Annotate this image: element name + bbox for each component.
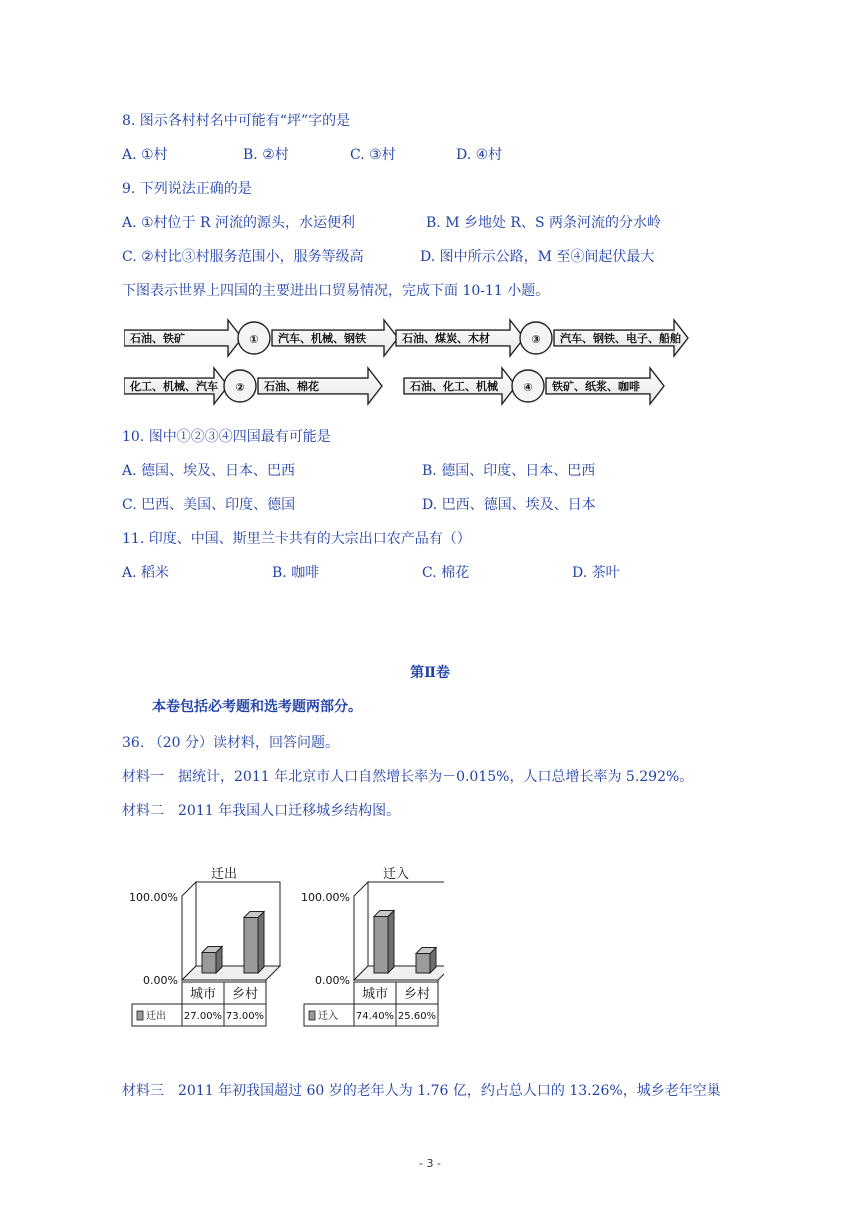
q11-option-d: D. 茶叶: [572, 565, 620, 581]
trade-country-4: [404, 368, 664, 404]
trade-figure: [124, 316, 704, 416]
y-tick-label: 100.00%: [129, 891, 178, 904]
bar-side: [258, 912, 264, 973]
y-tick-label: 100.00%: [301, 891, 350, 904]
chart-side-wall: [354, 882, 368, 980]
trade-country-3: [396, 320, 688, 356]
bar-城市: [202, 946, 222, 973]
value-label: 25.60%: [397, 1011, 437, 1022]
q9-stem: 9. 下列说法正确的是: [122, 181, 252, 197]
country-marker-4: ④: [523, 381, 533, 394]
q10-option-a: A. 德国、埃及、日本、巴西: [122, 463, 296, 479]
chart-title: 迁入: [382, 867, 410, 882]
import-label-3: 石油、煤炭、木材: [402, 332, 490, 345]
y-tick-label: 0.00%: [143, 974, 178, 987]
export-label-3: 汽车、钢铁、电子、船舶: [560, 332, 681, 345]
export-label-2: 石油、棉花: [264, 380, 319, 393]
legend-label: 迁入: [318, 1011, 338, 1022]
material-1: 材料一 据统计，2011 年北京市人口自然增长率为－0.015%，人口总增长率为 5.292%。: [122, 769, 694, 785]
q10-option-c: C. 巴西、美国、印度、德国: [122, 497, 296, 513]
bar-front: [244, 918, 258, 973]
q8-option-b: B. ②村: [243, 147, 289, 163]
q8-option-c: C. ③村: [350, 147, 396, 163]
section-title: 第Ⅱ卷: [410, 665, 450, 681]
q11-option-a: A. 稻米: [122, 565, 170, 581]
q11-option-c: C. 棉花: [422, 565, 470, 581]
q9-option-a: A. ①村位于 R 河流的源头，水运便利: [122, 215, 356, 231]
chart-outflow: [129, 866, 280, 1026]
export-label-1: 汽车、机械、钢铁: [278, 332, 366, 345]
q9-option-d: D. 图中所示公路，M 至④间起伏最大: [420, 249, 655, 265]
material-2: 材料二 2011 年我国人口迁移城乡结构图。: [122, 803, 401, 819]
bar-front: [416, 954, 430, 973]
bar-乡村: [244, 912, 264, 973]
intro-10-11: 下图表示世界上四国的主要进出口贸易情况，完成下面 10-11 小题。: [122, 283, 550, 299]
bar-front: [374, 916, 388, 973]
bar-side: [388, 910, 394, 973]
q8-option-d: D. ④村: [456, 147, 503, 163]
legend-label: 迁出: [146, 1011, 166, 1022]
legend-swatch: [309, 1011, 315, 1020]
legend-swatch: [137, 1011, 143, 1020]
chart-side-wall: [182, 882, 196, 980]
q36-stem: 36. （20 分）读材料，回答问题。: [122, 735, 339, 751]
export-label-4: 铁矿、纸浆、咖啡: [552, 380, 640, 393]
material-3: 材料三 2011 年初我国超过 60 岁的老年人为 1.76 亿，约占总人口的 13.26%，城乡老年空巢: [122, 1083, 721, 1099]
page-number: - 3 -: [419, 1157, 441, 1170]
section-note: 本卷包括必考题和选考题两部分。: [152, 699, 362, 715]
q8-stem: 8. 图示各村村名中可能有“坪”字的是: [122, 113, 351, 129]
country-marker-3: ③: [531, 333, 541, 346]
migration-charts: [124, 856, 444, 1036]
import-label-2: 化工、机械、汽车: [130, 380, 218, 393]
bar-front: [202, 952, 216, 973]
q9-option-c: C. ②村比③村服务范围小，服务等级高: [122, 249, 364, 265]
trade-country-2: [124, 368, 382, 404]
bar-乡村: [416, 948, 436, 973]
category-label: 乡村: [231, 987, 259, 1002]
chart-floor: [182, 966, 280, 980]
value-label: 74.40%: [355, 1011, 395, 1022]
category-label: 城市: [189, 987, 217, 1002]
category-label: 乡村: [403, 987, 431, 1002]
y-tick-label: 0.00%: [315, 974, 350, 987]
import-label-4: 石油、化工、机械: [410, 380, 498, 393]
trade-country-1: [124, 320, 398, 356]
q10-stem: 10. 图中①②③④四国最有可能是: [122, 429, 331, 445]
bar-城市: [374, 910, 394, 973]
value-label: 73.00%: [225, 1011, 265, 1022]
chart-title: 迁出: [210, 867, 238, 882]
q11-option-b: B. 咖啡: [272, 565, 320, 581]
value-label: 27.00%: [183, 1011, 223, 1022]
q9-option-b: B. M 乡地处 R、S 两条河流的分水岭: [426, 215, 662, 231]
country-marker-2: ②: [235, 381, 245, 394]
q10-option-b: B. 德国、印度、日本、巴西: [422, 463, 596, 479]
q10-option-d: D. 巴西、德国、埃及、日本: [422, 497, 596, 513]
q8-option-a: A. ①村: [122, 147, 168, 163]
q11-stem: 11. 印度、中国、斯里兰卡共有的大宗出口农产品有（）: [122, 531, 471, 547]
country-marker-1: ①: [249, 333, 259, 346]
chart-inflow: [301, 867, 444, 1026]
category-label: 城市: [361, 987, 389, 1002]
import-label-1: 石油、铁矿: [130, 332, 185, 345]
